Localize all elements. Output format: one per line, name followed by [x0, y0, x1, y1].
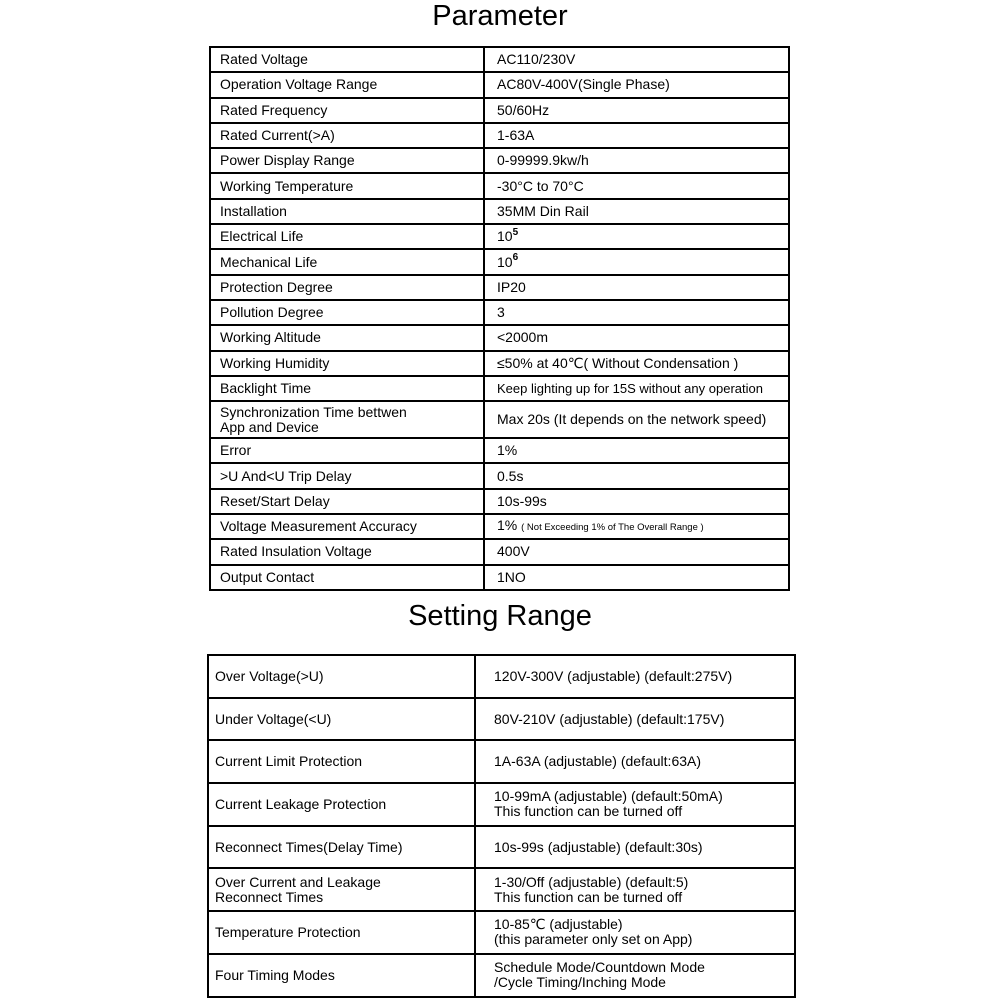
setting-range-table	[207, 654, 796, 998]
table-row	[210, 300, 789, 325]
row-value: 400V	[484, 539, 789, 564]
row-label: Error	[210, 438, 484, 463]
parameter-table	[209, 46, 790, 591]
row-value-line: (this parameter only set on App)	[494, 931, 693, 948]
row-value-line: 10-99mA (adjustable) (default:50mA)	[494, 788, 723, 805]
row-value: IP20	[484, 275, 789, 300]
row-value: 1%	[484, 438, 789, 463]
row-value: 50/60Hz	[484, 98, 789, 123]
row-value: Keep lighting up for 15S without any operation	[484, 376, 789, 401]
row-value: 10s-99s (adjustable) (default:30s)	[475, 826, 795, 869]
row-label: Reconnect Times(Delay Time)	[208, 826, 475, 869]
row-label: Backlight Time	[210, 376, 484, 401]
row-label: Rated Current(>A)	[210, 123, 484, 148]
row-label: Under Voltage(<U)	[208, 698, 475, 741]
table-row	[210, 47, 789, 72]
table-row	[210, 376, 789, 401]
value-exponent: 5	[512, 226, 519, 238]
row-label: Rated Insulation Voltage	[210, 539, 484, 564]
row-label: Working Temperature	[210, 173, 484, 198]
row-value-line: /Cycle Timing/Inching Mode	[494, 974, 666, 991]
table-row	[208, 655, 795, 698]
row-value: 1A-63A (adjustable) (default:63A)	[475, 740, 795, 783]
row-label: Installation	[210, 199, 484, 224]
row-label: Reset/Start Delay	[210, 489, 484, 514]
row-label: Temperature Protection	[208, 911, 475, 954]
parameter-title: Parameter	[432, 0, 568, 32]
row-value: 80V-210V (adjustable) (default:175V)	[475, 698, 795, 741]
table-row	[210, 539, 789, 564]
row-value: 10s-99s	[484, 489, 789, 514]
table-row	[210, 199, 789, 224]
row-label-line: App and Device	[220, 418, 319, 435]
row-label	[208, 868, 475, 911]
value-main: 1%	[497, 517, 518, 534]
row-label: Power Display Range	[210, 148, 484, 173]
row-value-line: Schedule Mode/Countdown Mode	[494, 959, 705, 976]
table-row	[208, 954, 795, 997]
row-label	[210, 401, 484, 438]
row-value-line: 10-85℃ (adjustable)	[494, 916, 623, 933]
row-label: Voltage Measurement Accuracy	[210, 514, 484, 539]
row-value: 1-63A	[484, 123, 789, 148]
row-label: >U And<U Trip Delay	[210, 463, 484, 488]
table-row	[208, 698, 795, 741]
row-label: Current Leakage Protection	[208, 783, 475, 826]
table-row	[210, 401, 789, 438]
table-row	[210, 173, 789, 198]
row-value	[475, 911, 795, 954]
table-row	[210, 514, 789, 539]
table-row	[210, 72, 789, 97]
row-label: Output Contact	[210, 565, 484, 590]
row-label: Four Timing Modes	[208, 954, 475, 997]
row-value: AC80V-400V(Single Phase)	[484, 72, 789, 97]
value-note: ( Not Exceeding 1% of The Overall Range )	[521, 522, 704, 534]
row-label: Electrical Life	[210, 224, 484, 249]
table-row	[210, 351, 789, 376]
table-row	[210, 463, 789, 488]
row-label: Mechanical Life	[210, 249, 484, 274]
row-label: Rated Frequency	[210, 98, 484, 123]
row-value-line: This function can be turned off	[494, 888, 683, 905]
row-value-line: 1-30/Off (adjustable) (default:5)	[494, 873, 689, 890]
row-value: 3	[484, 300, 789, 325]
row-label-line: Synchronization Time bettwen	[220, 403, 407, 420]
value-base: 10	[497, 228, 513, 245]
row-value: 35MM Din Rail	[484, 199, 789, 224]
row-label: Operation Voltage Range	[210, 72, 484, 97]
row-value: ≤50% at 40℃( Without Condensation )	[484, 351, 789, 376]
row-label-line: Reconnect Times	[215, 888, 324, 905]
table-row	[210, 249, 789, 274]
row-value: 0-99999.9kw/h	[484, 148, 789, 173]
table-row	[208, 783, 795, 826]
row-label: Working Humidity	[210, 351, 484, 376]
table-row	[210, 148, 789, 173]
table-row	[210, 489, 789, 514]
table-row	[208, 826, 795, 869]
row-value: Max 20s (It depends on the network speed)	[484, 401, 789, 438]
table-row	[210, 438, 789, 463]
row-value: 1NO	[484, 565, 789, 590]
row-value	[475, 954, 795, 997]
row-label: Over Voltage(>U)	[208, 655, 475, 698]
row-label: Protection Degree	[210, 275, 484, 300]
value-base: 10	[497, 253, 513, 270]
row-label: Current Limit Protection	[208, 740, 475, 783]
table-row	[210, 98, 789, 123]
table-row	[208, 911, 795, 954]
row-label: Working Altitude	[210, 325, 484, 350]
value-exponent: 6	[512, 251, 519, 263]
row-value: AC110/230V	[484, 47, 789, 72]
table-row	[210, 275, 789, 300]
row-value: -30°C to 70°C	[484, 173, 789, 198]
row-value: 120V-300V (adjustable) (default:275V)	[475, 655, 795, 698]
row-value	[484, 224, 789, 249]
row-value	[484, 514, 789, 539]
setting-range-title: Setting Range	[408, 600, 592, 632]
table-row	[210, 123, 789, 148]
row-value: 0.5s	[484, 463, 789, 488]
row-label: Rated Voltage	[210, 47, 484, 72]
table-row	[210, 565, 789, 590]
row-value: <2000m	[484, 325, 789, 350]
row-value	[484, 249, 789, 274]
row-label: Pollution Degree	[210, 300, 484, 325]
row-value	[475, 868, 795, 911]
row-value-line: This function can be turned off	[494, 803, 683, 820]
table-row	[208, 868, 795, 911]
table-row	[210, 224, 789, 249]
table-row	[210, 325, 789, 350]
row-label-line: Over Current and Leakage	[215, 873, 381, 890]
table-row	[208, 740, 795, 783]
row-value	[475, 783, 795, 826]
